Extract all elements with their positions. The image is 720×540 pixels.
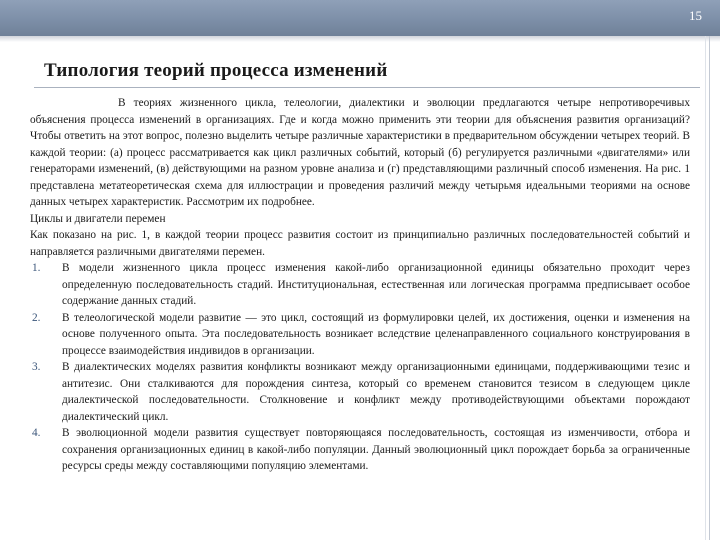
list-item-text: В эволюционной модели развития существует повторяющаяся последовательность, состоящая из изменчивости, отбора и сохранения организационных единиц в какой-либо популяции. Данный эволюционный цикл порождает борьба за ограниченные ресурсы среды между составляющими популяцию элементами. (62, 427, 690, 472)
list-item-text: В модели жизненного цикла процесс изменения какой-либо организационной единицы обязательно проходит через определенную последовательность стадий. Институциональная, естественная или логическая программа предписывает особое содержание данных стадий. (62, 262, 690, 307)
list-number: 1. (32, 262, 41, 274)
lead-paragraph: Как показано на рис. 1, в каждой теории процесс развития состоит из принципиально различных последовательностей событий и направляется различными двигателями перемен. (30, 229, 690, 258)
header-bar (0, 0, 720, 36)
title-divider (34, 87, 700, 88)
intro-paragraph: В теориях жизненного цикла, телеологии, диалектики и эволюции предлагаются четыре непротиворечивых объяснения процесса изменений в организациях. Где и когда можно применить эти теории для объяснения развития организаций? Чтобы ответить на этот вопрос, полезно выделить четыре различные характеристики в предварительном обсуждении четырех теорий. В каждой теории: (а) процесс рассматривается как цикл различных событий, который (б) регулируется различными «двигателями» или генераторами изменений, (в) действующими на разном уровне анализа и (г) представляющими различный способ изменения. На рис. 1 представлена метатеоретическая схема для иллюстрации и проведения различий между четырьмя идеальными теориями на основе данных четырех характеристик. Рассмотрим их подробнее. (30, 97, 690, 208)
frame-line-inner (705, 36, 706, 540)
frame-line (709, 36, 710, 540)
list-number: 4. (32, 427, 41, 439)
theory-list (30, 260, 690, 475)
list-number: 3. (32, 361, 41, 373)
list-item (30, 260, 690, 310)
list-item-text: В диалектических моделях развития конфликты возникают между организационными единицами, поддерживающими тезис и антитезис. Они сталкиваются для порождения синтеза, который со временем становится тезисом в следующем цикле диалектической последовательности. Столкновение и конфликт между противодействующими объектами порождают диалектический цикл. (62, 361, 690, 423)
list-item (30, 425, 690, 475)
header-shadow (0, 36, 720, 42)
slide-title: Типология теорий процесса изменений (44, 60, 388, 81)
page-number: 15 (689, 8, 702, 23)
list-item (30, 359, 690, 425)
list-item-text: В телеологической модели развитие — это цикл, состоящий из формулировки целей, их достижения, оценки и изменения на основе полученного опыта. Эта последовательность возникает вследствие целенаправленного социального конструирования в процессе взаимодействия индивидов в организации. (62, 311, 690, 357)
subheading: Циклы и двигатели перемен (30, 212, 166, 225)
slide-body (30, 95, 690, 475)
list-number: 2. (32, 311, 41, 324)
list-item (30, 310, 690, 360)
